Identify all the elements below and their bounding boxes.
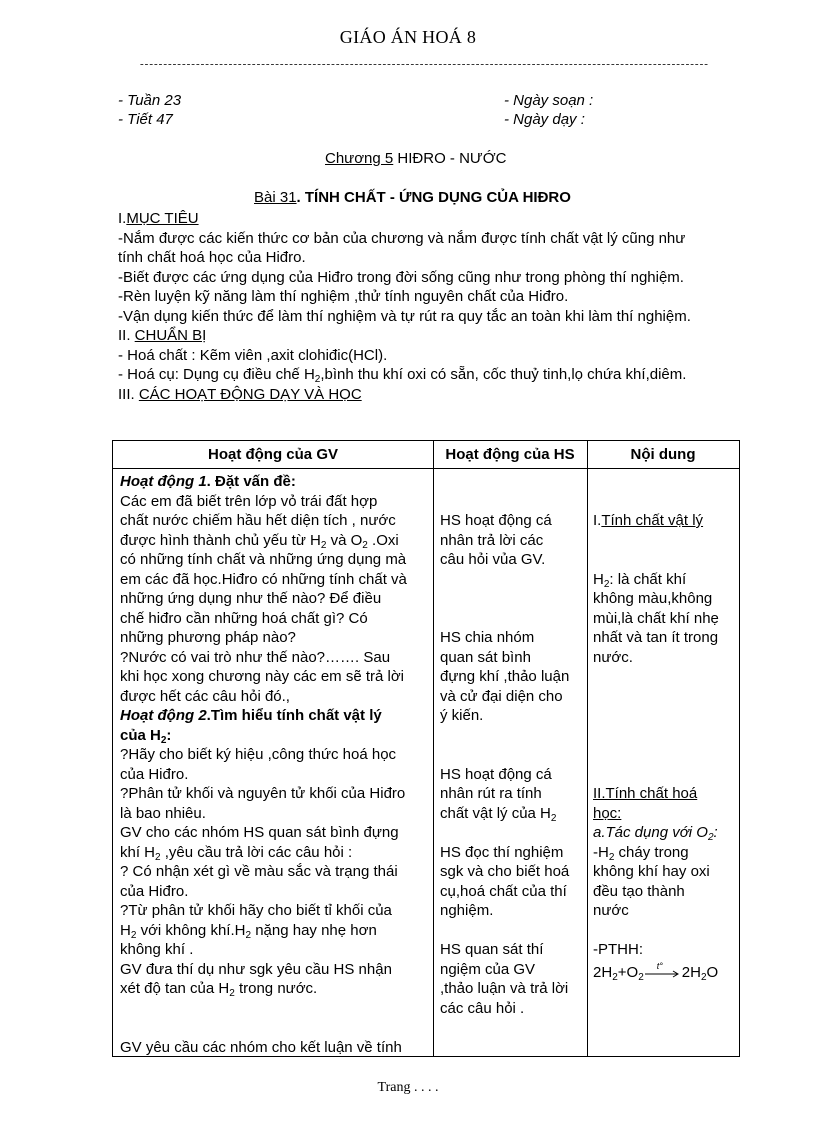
prep-date-label: - Ngày soạn :: [504, 92, 594, 109]
objective-line: -Nắm được các kiến thức cơ bản của chương và nắm được tính chất vật lý cũng như: [118, 229, 686, 247]
preparation-chemicals: - Hoá chất : Kẽm viên ,axit clohiđic(HCl).: [118, 346, 388, 364]
preparation-heading: II. CHUẨN BỊ: [118, 327, 207, 344]
chemical-equation: $2H_2+O_2$ t° $2H_2O$: [593, 963, 739, 983]
objectives-heading: I.MỤC TIÊU: [118, 210, 199, 227]
header-divider: --------------------------------------------------------------------------------------------------------------------------: [140, 58, 709, 70]
objectives-section: [118, 209, 758, 404]
lesson-heading: [254, 189, 571, 206]
week-label: - Tuần 23: [118, 92, 182, 109]
header-teacher-activity: Hoạt động của GV: [207, 446, 338, 463]
lesson-title: . TÍNH CHẤT - ỨNG DỤNG CỦA HIĐRO: [296, 189, 571, 206]
objective-line: tính chất hoá học của Hiđro.: [118, 249, 306, 266]
objective-line: -Vận dụng kiến thức để làm thí nghiệm và tự rút ra quy tắc an toàn khi làm thí nghiệm.: [118, 307, 691, 325]
column-divider: [587, 441, 588, 1056]
reaction-with-oxygen-heading: a.Tác dụng với $O_2$:: [593, 824, 718, 843]
header-content: Nội dung: [630, 446, 696, 463]
reaction-arrow-icon: [644, 960, 682, 980]
document-title: GIÁO ÁN HOÁ 8: [339, 27, 477, 47]
preparation-equipment: - Hoá cụ: Dụng cụ điều chế $H_2,bình$ thu khí oxi có sẵn, cốc thuỷ tinh,lọ chứa khí,diêm.: [118, 366, 687, 385]
activity-2-heading: Hoạt động 2.Tìm hiểu tính chất vật lý: [120, 707, 382, 724]
activity-table: [112, 440, 740, 1057]
teacher-activity-cell: Hoạt động 1. Đặt vấn đề: Các em đã biết trên lớp vỏ trái đất hợp chất nước chiếm hầu hết diện tích , nước được hình thành chủ yếu từ $H_2$ và $O_2$ .Oxi có những tính chất và những ứng dụng mà em các đã học.Hiđro có những tính chất và những ứng dụng như thế nào? Để điều chế hiđro cần những hoá chất gì? Có những phương pháp nào? ?Nước có vai trò như thế nào?……. Sau khi học xong chương này các em sẽ trả lời được hết các câu hỏi đó., Hoạt động 2.Tìm hiểu tính chất vật lý của $H_2$: ?Hãy cho biết ký hiệu ,công thức hoá học của Hiđro. ?Phân tử khối và nguyên tử khối của Hiđro là bao nhiêu. GV cho các nhóm HS quan sát bình đựng khí $H_2$ ,yêu cầu trả lời các câu hỏi : ? Có nhận xét gì về màu sắc và trạng thái của Hiđro. ?Từ phân tử khối hãy cho biết tỉ khối của $H_2$ với không $khí.H_2$ nặng hay nhẹ hơn không khí . GV đưa thí dụ như sgk yêu cầu HS nhận xét độ tan của $H_2$ trong nước. GV yêu cầu các nhóm cho kết luận về tính: [120, 472, 430, 1057]
page-number: Trang . . . .: [377, 1080, 439, 1095]
objective-line: -Rèn luyện kỹ năng làm thí nghiệm ,thử tính nguyên chất của Hiđro.: [118, 288, 569, 305]
physical-properties-heading: I.Tính chất vật lý: [593, 512, 704, 529]
chapter-title: HIĐRO - NƯỚC: [393, 150, 507, 167]
temperature-label: t°: [656, 960, 663, 971]
chapter-label: Chương 5: [325, 150, 394, 167]
lesson-label: Bài 31: [254, 189, 297, 206]
header-student-activity: Hoạt động của HS: [445, 446, 575, 463]
column-divider: [433, 441, 434, 1056]
activities-heading: III. CÁC HOẠT ĐỘNG DẠY VÀ HỌC: [118, 385, 362, 403]
teach-date-label: - Ngày dạy :: [504, 111, 585, 128]
objective-line: -Biết được các ứng dụng của Hiđro trong đời sống cũng như trong phòng thí nghiệm.: [118, 268, 684, 286]
chemical-properties-heading: II.Tính chất hoá: [593, 785, 698, 802]
content-cell: I.Tính chất vật lý $H_2$: là chất khí không màu,không mùi,là chất khí nhẹ nhất và tan ít trong nước. II.Tính chất hoá học: a.Tác dụng với $O_2$: $-H_2$ cháy trong không khí hay oxi đều tạo thành nước -PTHH: $2H_2+O_2$ t° $2H_2O$: [593, 511, 739, 982]
period-label: - Tiết 47: [118, 111, 173, 128]
activity-1-heading: Hoạt động 1. Đặt vấn đề:: [120, 473, 296, 490]
chapter-heading: [325, 150, 506, 167]
header-divider-line: [113, 468, 739, 469]
student-activity-cell: HS hoạt động cá nhân trả lời các câu hỏi vủa GV. HS chia nhóm quan sát bình đựng khí ,thảo luận và cử đại diện cho ý kiến. HS hoạt động cá nhân rút ra tính chất vật lý của $H_2$ HS đọc thí nghiệm sgk và cho biết hoá cụ,hoá chất của thí nghiệm. HS quan sát thí ngiệm của GV ,thảo luận và trả lời các câu hỏi .: [440, 512, 570, 1017]
